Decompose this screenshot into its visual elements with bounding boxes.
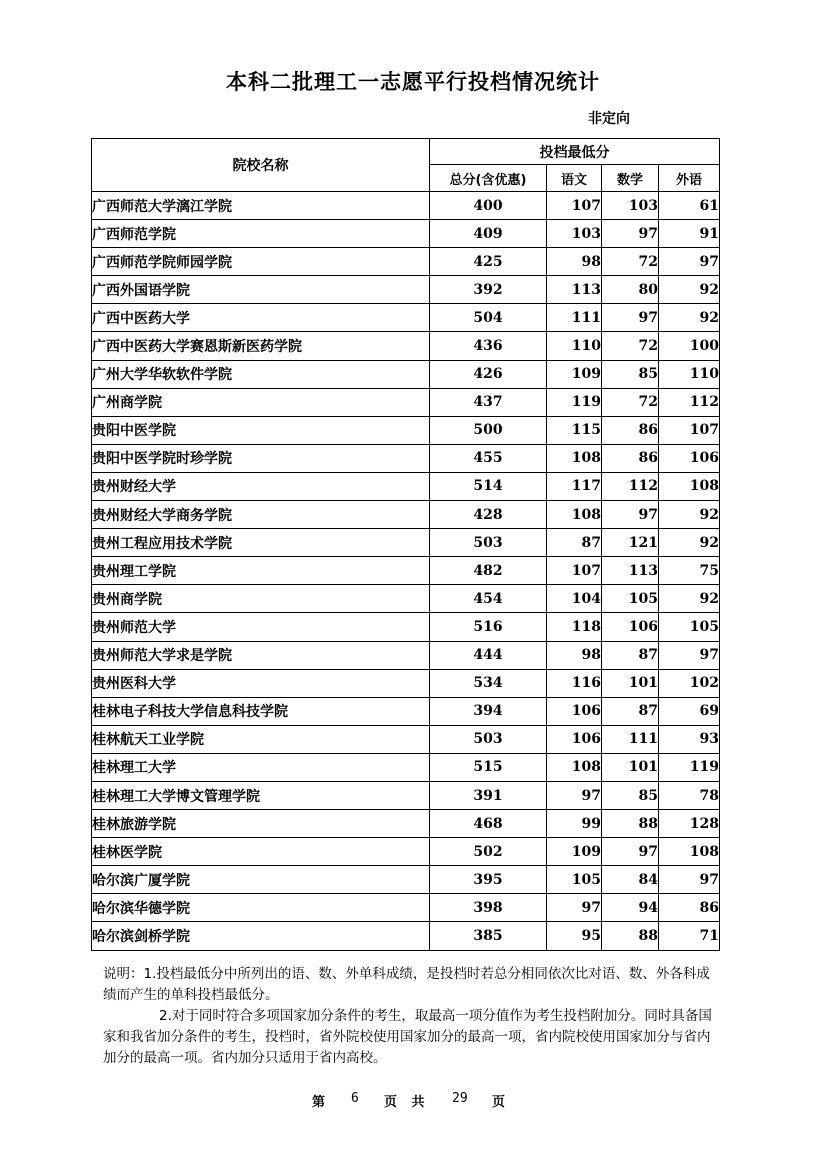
foreign-score-cell: 108 (659, 472, 720, 500)
table-row (92, 529, 720, 557)
math-score-cell: 97 (602, 838, 659, 866)
total-score-cell: 428 (430, 501, 547, 529)
chinese-score-cell: 97 (547, 781, 602, 809)
chinese-score-cell: 115 (547, 416, 602, 444)
min-score-header: 投档最低分 (430, 139, 720, 165)
math-score-cell: 86 (602, 416, 659, 444)
school-name-cell: 哈尔滨广厦学院 (92, 866, 430, 894)
foreign-score-cell: 107 (659, 416, 720, 444)
foreign-score-cell: 71 (659, 922, 720, 950)
school-name-cell: 贵州工程应用技术学院 (92, 529, 430, 557)
chinese-header: 语文 (547, 165, 602, 192)
school-name-cell: 贵阳中医学院时珍学院 (92, 444, 430, 472)
chinese-score-cell: 107 (547, 192, 602, 220)
school-name-cell: 桂林航天工业学院 (92, 725, 430, 753)
table-row (92, 866, 720, 894)
category-label: 非定向 (588, 111, 630, 127)
math-score-cell: 103 (602, 192, 659, 220)
total-score-cell: 391 (430, 781, 547, 809)
explanatory-notes (103, 964, 723, 1069)
table-row (92, 894, 720, 922)
chinese-score-cell: 103 (547, 220, 602, 248)
math-score-cell: 111 (602, 725, 659, 753)
foreign-score-cell: 61 (659, 192, 720, 220)
table-row (92, 781, 720, 809)
school-name-cell: 贵州师范大学求是学院 (92, 641, 430, 669)
total-score-cell: 425 (430, 248, 547, 276)
school-name-cell: 桂林医学院 (92, 838, 430, 866)
chinese-score-cell: 98 (547, 641, 602, 669)
math-score-cell: 121 (602, 529, 659, 557)
math-score-cell: 101 (602, 753, 659, 781)
school-name-cell: 广西中医药大学赛恩斯新医药学院 (92, 332, 430, 360)
school-name-cell: 贵阳中医学院 (92, 416, 430, 444)
school-name-cell: 贵州理工学院 (92, 557, 430, 585)
chinese-score-cell: 118 (547, 613, 602, 641)
total-score-cell: 482 (430, 557, 547, 585)
foreign-score-cell: 108 (659, 838, 720, 866)
school-name-cell: 广西师范学院师园学院 (92, 248, 430, 276)
total-score-cell: 504 (430, 304, 547, 332)
chinese-score-cell: 113 (547, 276, 602, 304)
total-score-cell: 437 (430, 388, 547, 416)
school-name-cell: 桂林电子科技大学信息科技学院 (92, 697, 430, 725)
total-score-cell: 385 (430, 922, 547, 950)
total-score-cell: 503 (430, 529, 547, 557)
chinese-score-cell: 106 (547, 725, 602, 753)
total-score-cell: 454 (430, 585, 547, 613)
math-score-cell: 80 (602, 276, 659, 304)
note-2: 2.对于同时符合多项国家加分条件的考生，取最高一项分值作为考生投档附加分。同时具备国家和我省加分条件的考生，投档时，省外院校使用国家加分的最高一项，省内院校使用国家加分与省内加分的最高一项。省内加分只适用于省内高校。 (103, 1008, 712, 1066)
math-score-cell: 72 (602, 248, 659, 276)
total-score-cell: 394 (430, 697, 547, 725)
table-row (92, 220, 720, 248)
table-row (92, 332, 720, 360)
total-score-cell: 436 (430, 332, 547, 360)
chinese-score-cell: 98 (547, 248, 602, 276)
table-row (92, 613, 720, 641)
footer-mid: 页 共 (384, 1095, 425, 1110)
total-score-cell: 516 (430, 613, 547, 641)
chinese-score-cell: 111 (547, 304, 602, 332)
chinese-score-cell: 107 (547, 557, 602, 585)
school-name-cell: 贵州医科大学 (92, 669, 430, 697)
foreign-score-cell: 106 (659, 444, 720, 472)
school-name-cell: 广州商学院 (92, 388, 430, 416)
chinese-score-cell: 104 (547, 585, 602, 613)
table-row (92, 248, 720, 276)
foreign-score-cell: 92 (659, 276, 720, 304)
chinese-score-cell: 99 (547, 810, 602, 838)
total-score-cell: 468 (430, 810, 547, 838)
math-score-cell: 105 (602, 585, 659, 613)
chinese-score-cell: 97 (547, 894, 602, 922)
math-score-cell: 113 (602, 557, 659, 585)
foreign-score-cell: 86 (659, 894, 720, 922)
foreign-score-cell: 97 (659, 248, 720, 276)
school-name-cell: 贵州师范大学 (92, 613, 430, 641)
math-score-cell: 84 (602, 866, 659, 894)
foreign-score-cell: 102 (659, 669, 720, 697)
foreign-score-cell: 100 (659, 332, 720, 360)
chinese-score-cell: 106 (547, 697, 602, 725)
math-score-cell: 101 (602, 669, 659, 697)
math-score-cell: 97 (602, 304, 659, 332)
foreign-score-cell: 78 (659, 781, 720, 809)
math-score-cell: 87 (602, 641, 659, 669)
foreign-score-cell: 92 (659, 501, 720, 529)
table-row (92, 585, 720, 613)
table-row (92, 360, 720, 388)
math-header: 数学 (602, 165, 659, 192)
table-row (92, 304, 720, 332)
school-name-cell: 广州大学华软软件学院 (92, 360, 430, 388)
school-name-cell: 桂林理工大学 (92, 753, 430, 781)
table-row (92, 276, 720, 304)
math-score-cell: 97 (602, 501, 659, 529)
math-score-cell: 88 (602, 810, 659, 838)
table-body (92, 192, 720, 951)
total-score-cell: 534 (430, 669, 547, 697)
table-row (92, 388, 720, 416)
table-row (92, 697, 720, 725)
table-row (92, 753, 720, 781)
total-score-cell: 503 (430, 725, 547, 753)
chinese-score-cell: 108 (547, 501, 602, 529)
total-score-cell: 392 (430, 276, 547, 304)
foreign-score-cell: 75 (659, 557, 720, 585)
school-name-cell: 贵州财经大学 (92, 472, 430, 500)
table-row (92, 810, 720, 838)
table-row (92, 416, 720, 444)
table-row (92, 669, 720, 697)
foreign-score-cell: 91 (659, 220, 720, 248)
math-score-cell: 72 (602, 332, 659, 360)
chinese-score-cell: 108 (547, 753, 602, 781)
foreign-score-cell: 105 (659, 613, 720, 641)
foreign-language-header: 外语 (659, 165, 720, 192)
school-name-cell: 贵州商学院 (92, 585, 430, 613)
table-row (92, 557, 720, 585)
foreign-score-cell: 128 (659, 810, 720, 838)
total-score-cell: 500 (430, 416, 547, 444)
table-row (92, 838, 720, 866)
school-name-cell: 哈尔滨剑桥学院 (92, 922, 430, 950)
school-name-cell: 广西中医药大学 (92, 304, 430, 332)
total-score-cell: 409 (430, 220, 547, 248)
footer-page-number: 6 (351, 1091, 359, 1106)
foreign-score-cell: 110 (659, 360, 720, 388)
chinese-score-cell: 108 (547, 444, 602, 472)
table-row (92, 641, 720, 669)
footer-prefix: 第 (312, 1095, 326, 1110)
total-score-cell: 426 (430, 360, 547, 388)
foreign-score-cell: 69 (659, 697, 720, 725)
school-name-cell: 广西外国语学院 (92, 276, 430, 304)
foreign-score-cell: 112 (659, 388, 720, 416)
school-name-header: 院校名称 (92, 139, 430, 192)
table-row (92, 725, 720, 753)
math-score-cell: 106 (602, 613, 659, 641)
chinese-score-cell: 110 (547, 332, 602, 360)
math-score-cell: 94 (602, 894, 659, 922)
foreign-score-cell: 92 (659, 304, 720, 332)
school-name-cell: 桂林理工大学博文管理学院 (92, 781, 430, 809)
chinese-score-cell: 109 (547, 360, 602, 388)
total-score-cell: 398 (430, 894, 547, 922)
math-score-cell: 88 (602, 922, 659, 950)
math-score-cell: 87 (602, 697, 659, 725)
chinese-score-cell: 119 (547, 388, 602, 416)
total-score-cell: 502 (430, 838, 547, 866)
chinese-score-cell: 117 (547, 472, 602, 500)
foreign-score-cell: 119 (659, 753, 720, 781)
total-score-cell: 514 (430, 472, 547, 500)
school-name-cell: 桂林旅游学院 (92, 810, 430, 838)
total-score-cell: 444 (430, 641, 547, 669)
school-name-cell: 贵州财经大学商务学院 (92, 501, 430, 529)
total-score-header: 总分(含优惠) (430, 165, 547, 192)
chinese-score-cell: 95 (547, 922, 602, 950)
chinese-score-cell: 87 (547, 529, 602, 557)
table-row (92, 501, 720, 529)
math-score-cell: 97 (602, 220, 659, 248)
note-1: 说明：1.投档最低分中所列出的语、数、外单科成绩，是投档时若总分相同依次比对语、数、外各科成绩而产生的单科投档最低分。 (103, 966, 710, 1003)
total-score-cell: 455 (430, 444, 547, 472)
total-score-cell: 395 (430, 866, 547, 894)
table-row (92, 472, 720, 500)
footer-total-pages: 29 (452, 1091, 468, 1106)
admission-score-table (91, 138, 720, 951)
total-score-cell: 515 (430, 753, 547, 781)
foreign-score-cell: 93 (659, 725, 720, 753)
chinese-score-cell: 105 (547, 866, 602, 894)
footer-suffix: 页 (492, 1095, 506, 1110)
math-score-cell: 112 (602, 472, 659, 500)
math-score-cell: 85 (602, 781, 659, 809)
table-row (92, 192, 720, 220)
foreign-score-cell: 97 (659, 866, 720, 894)
foreign-score-cell: 97 (659, 641, 720, 669)
school-name-cell: 哈尔滨华德学院 (92, 894, 430, 922)
school-name-cell: 广西师范学院 (92, 220, 430, 248)
school-name-cell: 广西师范大学漓江学院 (92, 192, 430, 220)
math-score-cell: 85 (602, 360, 659, 388)
document-title: 本科二批理工一志愿平行投档情况统计 (226, 70, 600, 94)
foreign-score-cell: 92 (659, 529, 720, 557)
foreign-score-cell: 92 (659, 585, 720, 613)
math-score-cell: 72 (602, 388, 659, 416)
table-row (92, 922, 720, 950)
total-score-cell: 400 (430, 192, 547, 220)
math-score-cell: 86 (602, 444, 659, 472)
chinese-score-cell: 109 (547, 838, 602, 866)
chinese-score-cell: 116 (547, 669, 602, 697)
table-row (92, 444, 720, 472)
